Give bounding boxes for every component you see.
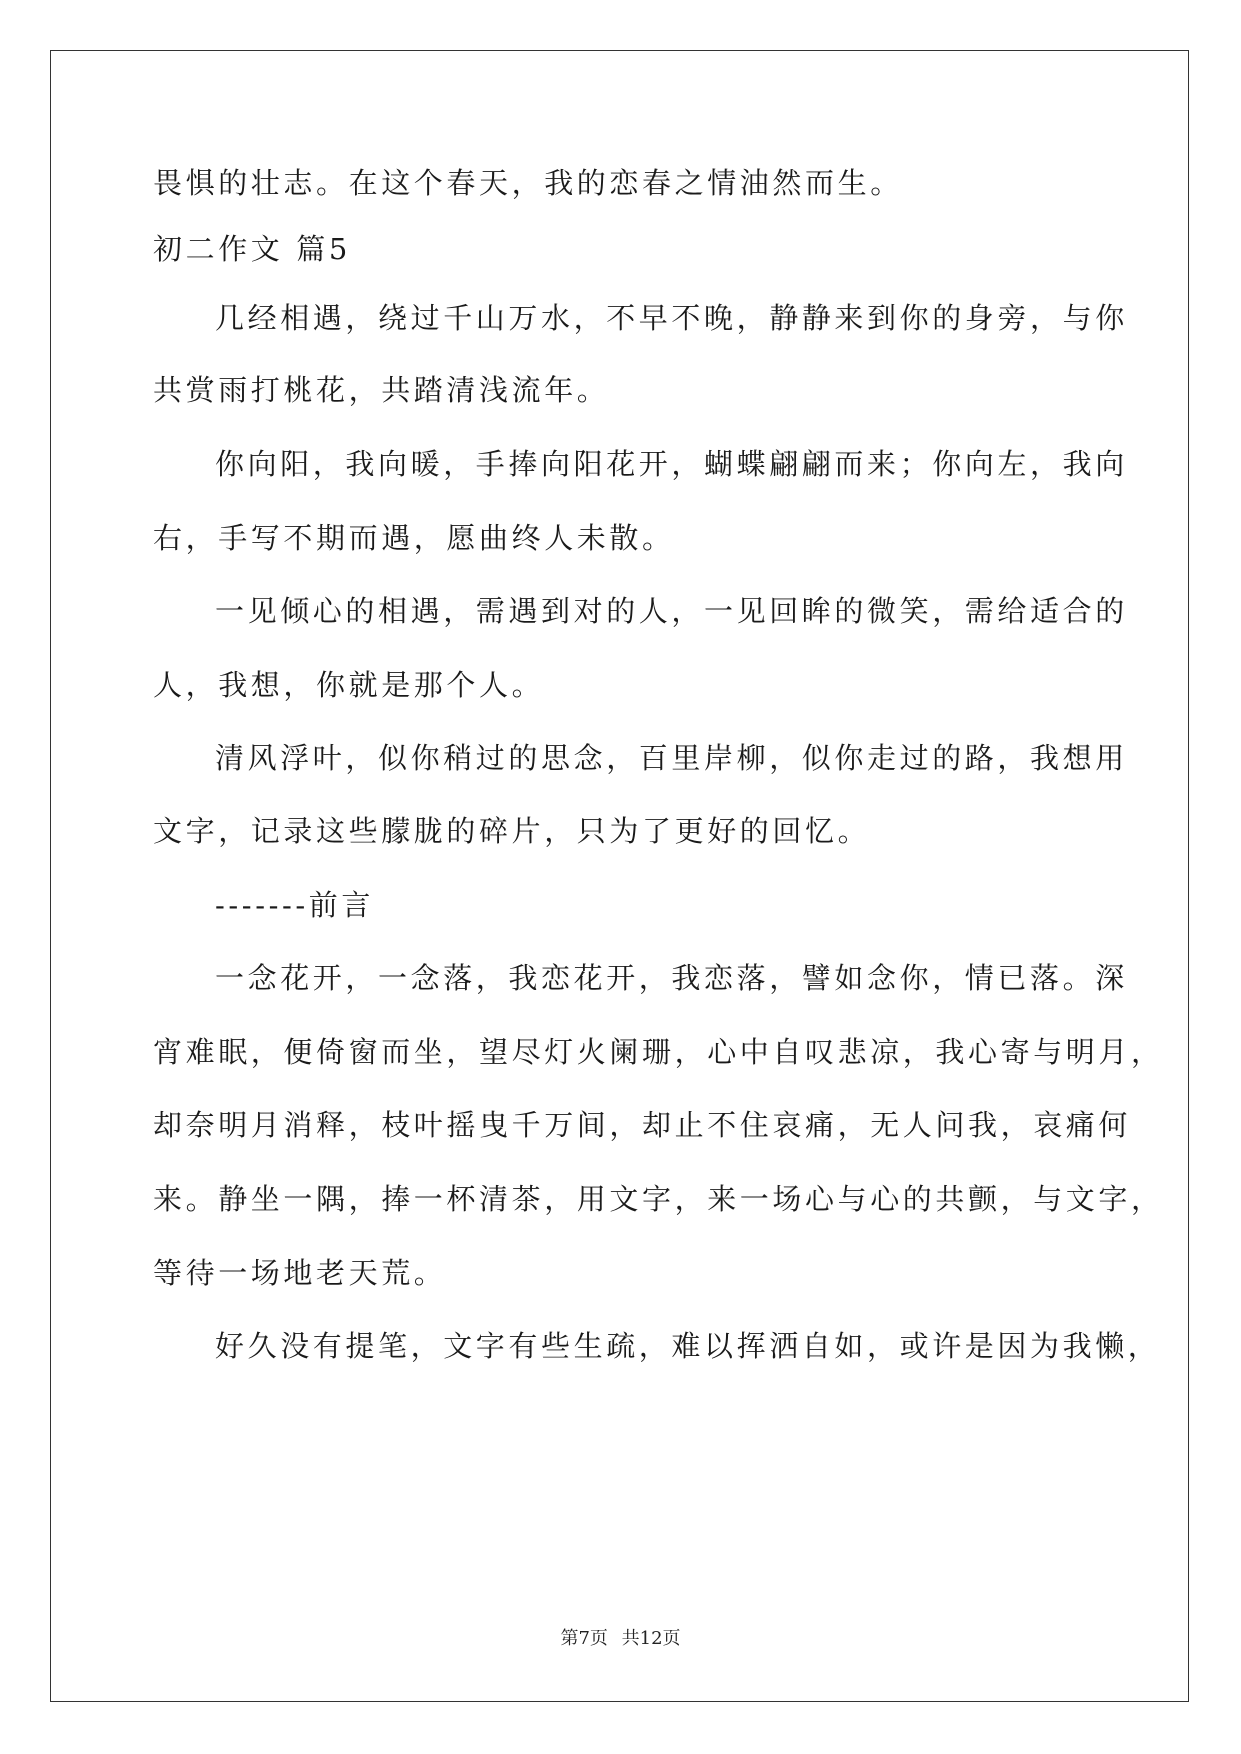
preface-marker: -------前言 [215,888,374,922]
page-number: 第7页 [560,1628,608,1649]
text-line: 共赏雨打桃花，共踏清浅流年。 [153,373,610,407]
page-total: 共12页 [621,1628,681,1649]
text-line: 一念花开，一念落，我恋花开，我恋落，譬如念你，情已落。深 [215,961,1128,995]
text-line: 畏惧的壮志。在这个春天，我的恋春之情油然而生。 [153,166,903,200]
text-line: 等待一场地老天荒。 [153,1256,447,1290]
page-footer [0,1627,1241,1651]
section-heading: 初二作文 篇5 [153,232,351,266]
text-line: 右，手写不期而遇，愿曲终人未散。 [153,521,675,555]
text-line: 宵难眠，便倚窗而坐，望尽灯火阑珊，心中自叹悲凉，我心寄与明月， [153,1035,1164,1069]
text-line: 来。静坐一隅，捧一杯清茶，用文字，来一场心与心的共颤，与文字， [153,1182,1164,1216]
text-line: 你向阳，我向暖，手捧向阳花开，蝴蝶翩翩而来；你向左，我向 [215,447,1128,481]
text-line: 好久没有提笔，文字有些生疏，难以挥洒自如，或许是因为我懒， [215,1329,1161,1363]
text-line: 人，我想，你就是那个人。 [153,668,545,702]
text-line: 几经相遇，绕过千山万水，不早不晚，静静来到你的身旁，与你 [215,301,1128,335]
text-line: 清风浮叶，似你稍过的思念，百里岸柳，似你走过的路，我想用 [215,741,1128,775]
text-line: 一见倾心的相遇，需遇到对的人，一见回眸的微笑，需给适合的 [215,594,1128,628]
text-line: 却奈明月消释，枝叶摇曳千万间，却止不住哀痛，无人问我，哀痛何 [153,1108,1132,1142]
text-line: 文字，记录这些朦胧的碎片，只为了更好的回忆。 [153,814,871,848]
